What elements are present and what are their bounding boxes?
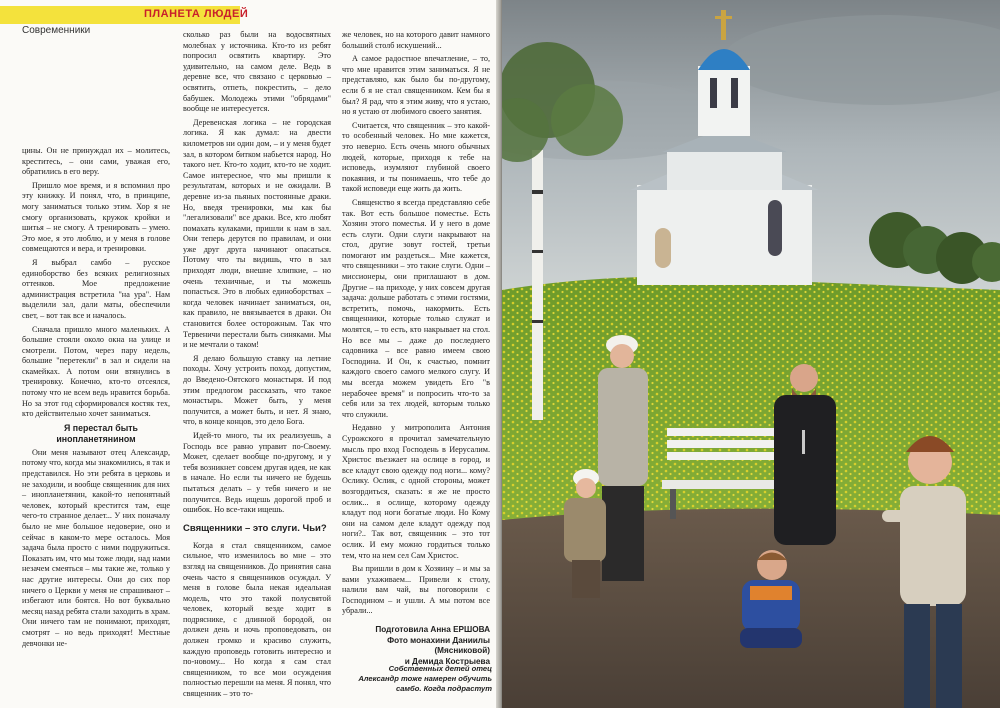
text-column-3 [342, 30, 490, 690]
credit-line: (Мясниковой) [434, 646, 490, 656]
subheading: Священники – это слуги. Чьи? [183, 522, 327, 534]
paragraph: Идей-то много, ты их реализуешь, а Господь все равно управит по-Своему. Может, сделает вообще по-другому, и у тебя возникнет совсем другая идея, не как в начале. Но если ты ничего не будешь пытаться делать – у тебя ничего и не получится. Ведь ищешь дорогой проб и ошибок. Но все-таки ищешь. [183, 430, 331, 515]
credit-line: Фото монахини Даниилы [387, 635, 490, 645]
photo-caption: Собственных детей отец Александр тоже намерен обучить самбо. Когда подрастут [358, 664, 492, 693]
paragraph: Священство я всегда представляю себе так. Вот есть большое поместье. Есть Хозяин этого поместья. И у него в доме есть слуги. Одни слуги накрывают на стол, другие зовут гостей, третьи помогают им раздеться... Мне кажется, что священники – это такие слуги. Одни – миссионеры, они приглашают в дом. Другие – на приходе, у них совсем другая задача: дольше работать с этими гостями, встретить, помочь, накормить. Есть священники, которые только служат и молятся, – то есть, кто накрывает на стол. Но все мы – даже до последнего садовника – все равно имеем свою Господина. И Он, к счастью, помнит каждого своего самого мелкого слугу. И мы всегда можем увидеть Его "в нерабочее время" и попросить что-то за себя или за тех людей, которым только что служили. [342, 197, 490, 419]
paragraph: Они меня называют отец Александр, потому что, когда мы знакомились, я так и представился. Но эти ребята в церковь и не заходили, и вообще священник для них – инопланетянин, какой-то непонятный человек, который крестится там, еще чего-то странное делает... У них поначалу было не мне большое недоверие, оно и сейчас в каком-то мере осталось. Моя задача была просто с ними подружиться. Показать им, что мы тоже люди, над нами незачем смеяться – мы такие же, только у нас другие интересы. Они до сих пор ничего о Церкви у меня не спрашивают – избегают или боятся. Но вот буквально месяц назад ребята стали заходить в храм. Они ничего там не понимают, приходят, смотрят – но ведь приходят! Местные девчонки не- [22, 447, 170, 648]
paragraph: Я делаю большую ставку на летние походы. Хочу устроить поход, допустим, до Введено-Оятского монастыря. И под этим предлогом рассказать, что такое монастырь. Может быть, у меня получится, а может быть, и нет. Я знаю, что, в конце концов, это дело Бога. [183, 353, 331, 427]
paragraph: Вы пришли в дом к Хозяину – и мы за вами ухаживаем... Привели к столу, налили вам чай, вы поговорили с Господином – и ушли. А мы потом все убрали... [342, 564, 490, 616]
credit-line: Подготовила Анна ЕРШОВА [375, 625, 490, 635]
paragraph: сколько раз были на водосвятных молебнах у источника. Кто-то из ребят попросил освятить квартиру. Это удивительно, на самом деле. Ведь в деревне все, что связано с церковью – освятить, отпеть, покрестить, – дело бабушек. Молодежь этими "обрядами" вообще не интересуется. [183, 30, 331, 114]
rubric-label: Современники [22, 25, 91, 36]
church-photo [502, 0, 1000, 708]
paragraph: Деревенская логика – не городская логика. Я как думал: на двести километров ни один дом, – и у меня будет зал, в котором битком набьется народ. Но такого нет. Кто-то ходит, кто-то не ходит. Самое интересное, что мы пришли к результатам, которых и не ожидали. В деревне из-за пьяных постоянные драки. Но, введя тренировки, мы как бы "легализовали" все драки. Все, кто любят помахать кулаками, пришли к нам в зал. Они теперь дерутся по правилам, и они уже друг друга начинают опасаться. Потому что ты видишь, что в зал приходят люди, внешне хлипкие, – но очень техничные, и ты можешь попасться. Это в любых единоборствах – когда человек начинает заниматься, он, как правило, не ввязывается в драки. Он становится более осторожным. Так что Тервеничи перестали быть синяками. Мы и не мечтали о таком! [183, 117, 331, 350]
photo-credits [342, 625, 490, 667]
text-column-1 [22, 146, 170, 702]
photo-page [502, 0, 1000, 708]
paragraph: Пришло мое время, и я вспомнил про эту книжку. И понял, что, в принципе, могу заниматься только этим. Хор я не смогу организовать, кружок кройки и шитья – не смогу. А тренировать – умею. Это мое, я это люблю, и у меня в голове совмещаются и вера, и тренировки. [22, 180, 170, 254]
paragraph: Я выбрал самбо – русское единоборство без всяких религиозных оттенков. Мое предложение администрация встретила "на ура". Нам выделили зал, дали маты, обеспечили свет, – вот так все и началось. [22, 257, 170, 320]
paragraph: же человек, но на которого давит намного больший столб искушений... [342, 30, 490, 50]
credit-line: и Демида Кострыева [404, 656, 490, 666]
paragraph: Считается, что священник – это какой-то особенный человек. Но мне кажется, это неверно. Есть очень много обычных людей, которые, приходя к тебе на исповедь, изумляют глубиной своего покаяния, и ты понимаешь, что тебе до такой исповеди еще жить да жить. [342, 120, 490, 194]
paragraph: цины. Он не принуждал их – молитесь, креститесь, – они сами, уважая его, обратились в его веру. [22, 146, 170, 177]
text-column-2 [183, 30, 331, 702]
text-page [0, 0, 498, 708]
paragraph: Когда я стал священником, самое сильное, что изменилось во мне – это взгляд на священников. До принятия сана очень часто я священников осуждал. У меня в голове была некая идеальная модель, что это такой полусвятой человек, который везде ходит в подряснике, с длинной бородой, он должен день и ночь проповедовать, он должен громко и красиво служить, каждую проповедь готовить интересно и по-новому... Но когда я сам стал священником, то все мои осуждения полностью перешли на меня. Я понял, что священник – это то- [183, 540, 331, 699]
subheading: Я перестал быть инопланетянином [56, 422, 138, 444]
paragraph: Недавно у митрополита Антония Сурожского я прочитал замечательную мысль про вход Господень в Иерусалим. Христос въезжает на ослице в город, и все кладут свою одежду под ноги... кому? Ослику. Ослик, с одной стороны, может возгордиться, сказать: я же не просто ослик... я ослище, которому одежду кладут под ноги богатые люди. Но Кому они на самом деле кладут одежду под ноги?.. Так вот, священник – это тот ослик. И ему можно гордиться только тем, что на нем сел Сам Христос. [342, 423, 490, 560]
paragraph: Сначала пришло много маленьких. А большие стояли около окна на улице и смотрели. Потом, через пару недель, большие "перетекли" в зал и сидели на скамейках. А потом они втянулись в тренировку. Конечно, кто-то отсеялся, потому что не всем ведь нравится борьба. Но за этот год сформировался костяк тех, кто действительно хочет заниматься. [22, 324, 170, 419]
paragraph: А самое радостное впечатление, – то, что мне нравится этим заниматься. Я не представляю, как было бы по-другому, если б я не стал священником. Кем бы я был? Я рад, что я этим живу, что я устаю, но я устаю от любимого своего занятия. [342, 54, 490, 117]
section-header-title: ПЛАНЕТА ЛЮДЕЙ [144, 8, 249, 20]
